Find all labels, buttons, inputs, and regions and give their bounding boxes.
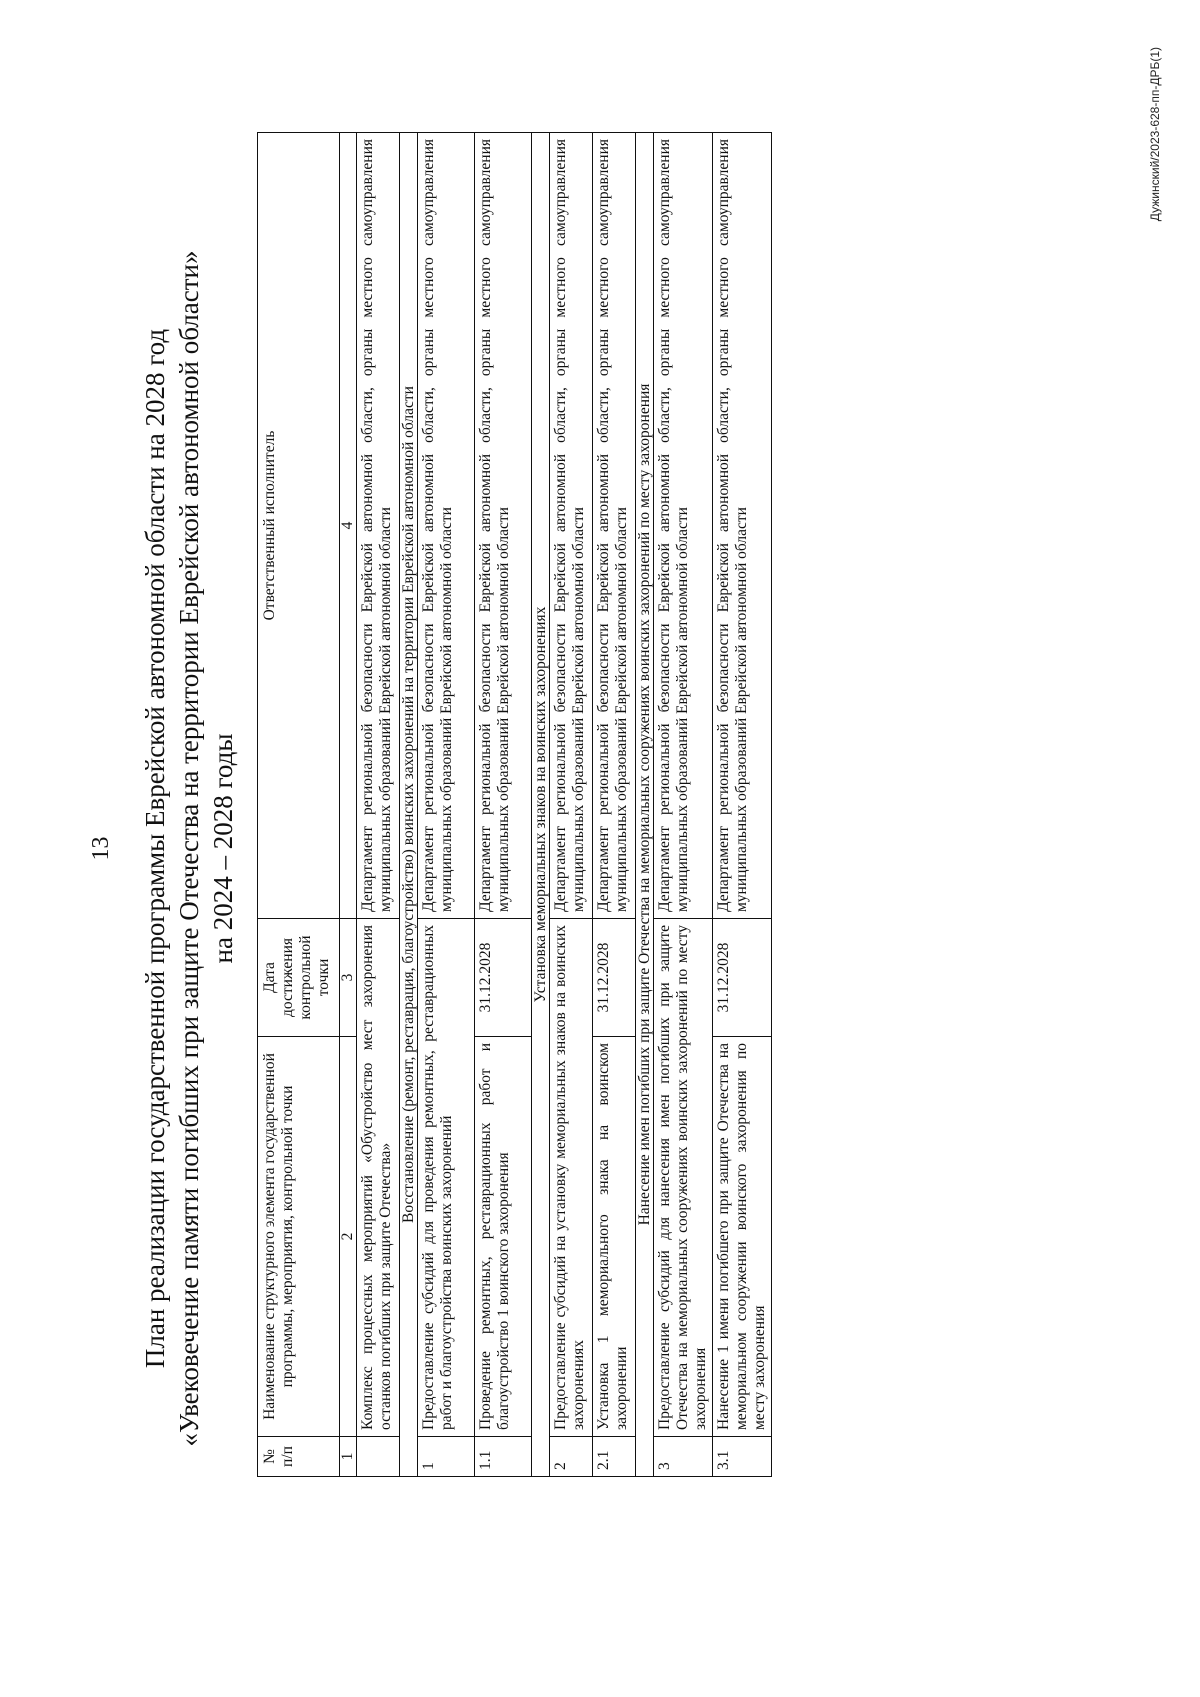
cell-num: 2.1 (593, 1437, 636, 1477)
title-line-3: на 2024 – 2028 годы (208, 733, 238, 964)
cell-name: Предоставление субсидий на установку мемориальных знаков на воинских захоронениях (550, 919, 593, 1437)
header-num: № п/п (258, 1437, 340, 1477)
table-row-3-1 (713, 133, 772, 1477)
cell-num: 2 (550, 1437, 593, 1477)
column-index: 3 (340, 919, 357, 1037)
cell-name: Проведение ремонтных, реставрационных работ и благоустройство 1 воинского захоронения (475, 1037, 532, 1437)
cell-num: 3.1 (713, 1437, 772, 1477)
table-row-2 (550, 133, 593, 1477)
table-row-1 (418, 133, 475, 1477)
cell-num: 1.1 (475, 1437, 532, 1477)
section-title: Нанесение имен погибших при защите Отечества на мемориальных сооружениях воинских захоронений по месту захоронения (636, 133, 654, 1477)
cell-num: 3 (654, 1437, 713, 1477)
cell-name: Нанесение 1 имени погибшего при защите Отечества на мемориальном сооружении воинского захоронения по месту захоронения (713, 1037, 772, 1437)
cell-name: Установка 1 мемориального знака на воинском захоронении (593, 1037, 636, 1437)
header-name: Наименование структурного элемента государственной программы, мероприятия, контрольной точки (258, 1037, 340, 1437)
section-title: Восстановление (ремонт, реставрация, благоустройство) воинских захоронений на территории Еврейской автономной области (400, 133, 418, 1477)
column-index: 2 (340, 1037, 357, 1437)
cell-resp: Департамент региональной безопасности Еврейской автономной области, органы местного самоуправления муниципальных образований Еврейской автономной области (418, 133, 475, 919)
document-code: Дужинский/2023-628-пп-ДРБ(1) (1148, 47, 1162, 222)
section-row-1 (400, 133, 418, 1477)
column-index: 1 (340, 1437, 357, 1477)
cell-resp: Департамент региональной безопасности Еврейской автономной области, органы местного самоуправления муниципальных образований Еврейской автономной области (475, 133, 532, 919)
title-line-1: План реализации государственной программы Еврейской автономной области на 2028 год (140, 328, 170, 1369)
section-row-3 (636, 133, 654, 1477)
cell-resp: Департамент региональной безопасности Еврейской автономной области, органы местного самоуправления муниципальных образований Еврейской автономной области (593, 133, 636, 919)
cell-date: 31.12.2028 (593, 919, 636, 1037)
column-index-row (340, 133, 357, 1477)
cell-name: Предоставление субсидий для нанесения имен погибших при защите Отечества на мемориальных сооружениях воинских захоронений по месту захоронения (654, 919, 713, 1437)
cell-num: 1 (418, 1437, 475, 1477)
cell-resp: Департамент региональной безопасности Еврейской автономной области, органы местного самоуправления муниципальных образований Еврейской автономной области (550, 133, 593, 919)
cell-name: Предоставление субсидий для проведения ремонтных, реставрационных работ и благоустройства воинских захоронений (418, 919, 475, 1437)
table-row-2-1 (593, 133, 636, 1477)
section-title: Установка мемориальных знаков на воинских захоронениях (532, 133, 550, 1477)
document-title (138, 60, 240, 1637)
section-row-2 (532, 133, 550, 1477)
table-row-3 (654, 133, 713, 1477)
header-row (258, 133, 340, 1477)
title-line-2: «Увековечение памяти погибших при защите Отечества на территории Еврейской автономной области» (174, 250, 204, 1447)
cell-resp: Департамент региональной безопасности Еврейской автономной области, органы местного самоуправления муниципальных образований Еврейской автономной области (654, 133, 713, 919)
column-index: 4 (340, 133, 357, 919)
cell-num (357, 1437, 400, 1477)
cell-resp: Департамент региональной безопасности Еврейской автономной области, органы местного самоуправления муниципальных образований Еврейской автономной области (357, 133, 400, 919)
header-date: Дата достижения контрольной точки (258, 919, 340, 1037)
table-row-1-1 (475, 133, 532, 1477)
cell-name: Комплекс процессных мероприятий «Обустройство мест захоронения останков погибших при защите Отечества» (357, 919, 400, 1437)
header-resp: Ответственный исполнитель (258, 133, 340, 919)
table-row-complex (357, 133, 400, 1477)
page-number: 13 (88, 836, 114, 861)
cell-date: 31.12.2028 (475, 919, 532, 1037)
plan-table (257, 132, 772, 1477)
cell-date: 31.12.2028 (713, 919, 772, 1037)
cell-resp: Департамент региональной безопасности Еврейской автономной области, органы местного самоуправления муниципальных образований Еврейской автономной области (713, 133, 772, 919)
